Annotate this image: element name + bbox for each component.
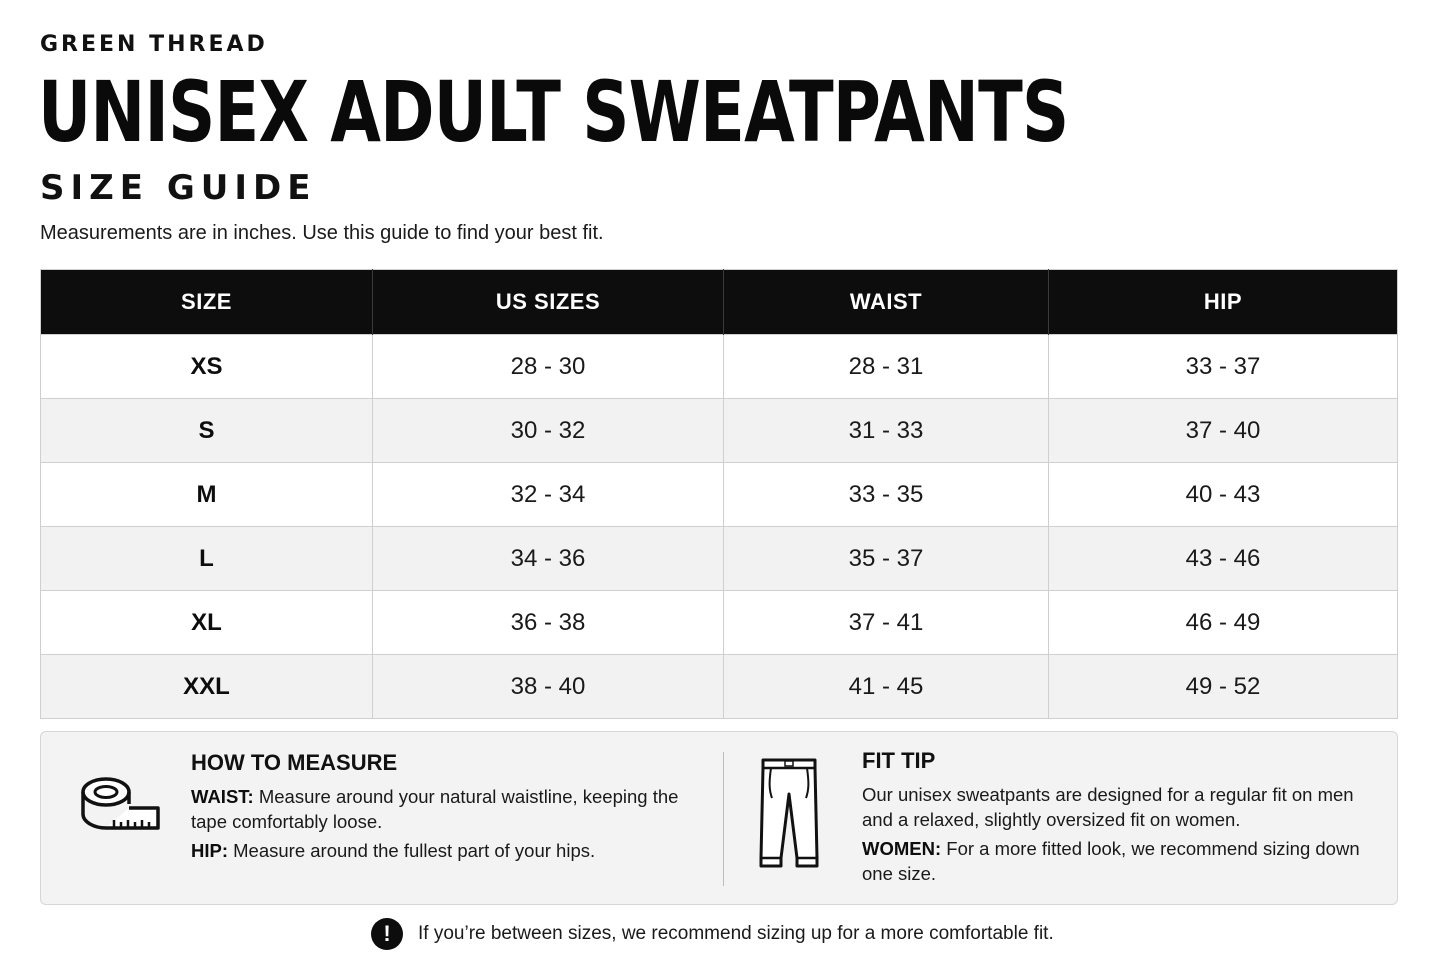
us-size-cell: 34 - 36 — [373, 527, 724, 591]
hip-cell: 33 - 37 — [1049, 335, 1398, 399]
table-row — [41, 335, 1398, 399]
hip-instruction-label: HIP: — [191, 840, 228, 861]
column-header-hip: HIP — [1049, 270, 1398, 335]
column-header-us-sizes: US SIZES — [373, 270, 724, 335]
waist-cell: 41 - 45 — [724, 655, 1049, 719]
women-fit-tip-text: For a more fitted look, we recommend sizing down one size. — [862, 838, 1360, 884]
us-size-cell: 30 - 32 — [373, 399, 724, 463]
waist-cell: 37 - 41 — [724, 591, 1049, 655]
women-fit-tip-label: WOMEN: — [862, 838, 942, 859]
size-cell: S — [41, 399, 373, 463]
waist-cell: 33 - 35 — [724, 463, 1049, 527]
hip-instruction — [191, 838, 691, 863]
intro-text: Measurements are in inches. Use this guide to find your best fit. — [40, 222, 604, 244]
table-row — [41, 527, 1398, 591]
waist-instruction-text: Measure around your natural waistline, keeping the tape comfortably loose. — [191, 786, 679, 832]
waist-cell: 28 - 31 — [724, 335, 1049, 399]
size-table — [40, 269, 1398, 719]
section-divider — [723, 752, 724, 886]
waist-cell: 31 - 33 — [724, 399, 1049, 463]
exclamation-icon: ! — [371, 918, 403, 950]
page-title: UNISEX ADULT SWEATPANTS — [38, 63, 1069, 161]
fit-tip-section — [862, 748, 1362, 890]
table-row — [41, 591, 1398, 655]
size-cell: XS — [41, 335, 373, 399]
how-to-measure-section — [191, 750, 691, 867]
hip-cell: 49 - 52 — [1049, 655, 1398, 719]
fit-tip-heading: FIT TIP — [862, 748, 936, 773]
footer-note — [371, 918, 1054, 950]
table-row — [41, 463, 1398, 527]
table-row — [41, 655, 1398, 719]
size-cell: L — [41, 527, 373, 591]
table-row — [41, 399, 1398, 463]
size-cell: M — [41, 463, 373, 527]
info-panel — [40, 731, 1398, 905]
us-size-cell: 38 - 40 — [373, 655, 724, 719]
brand-name: GREEN THREAD — [40, 32, 268, 57]
waist-instruction-label: WAIST: — [191, 786, 254, 807]
column-header-size: SIZE — [41, 270, 373, 335]
hip-cell: 40 - 43 — [1049, 463, 1398, 527]
column-header-waist: WAIST — [724, 270, 1049, 335]
size-cell: XL — [41, 591, 373, 655]
page-subtitle: SIZE GUIDE — [40, 168, 317, 208]
fit-tip-text: Our unisex sweatpants are designed for a regular fit on men and a relaxed, slightly oversized fit on women. — [862, 784, 1354, 830]
table-header-row — [41, 270, 1398, 335]
footer-note-text: If you’re between sizes, we recommend sizing up for a more comfortable fit. — [418, 923, 1054, 944]
hip-cell: 46 - 49 — [1049, 591, 1398, 655]
sweatpants-icon — [757, 754, 821, 877]
waist-cell: 35 - 37 — [724, 527, 1049, 591]
how-to-measure-heading: HOW TO MEASURE — [191, 750, 398, 775]
us-size-cell: 36 - 38 — [373, 591, 724, 655]
measuring-tape-icon — [81, 774, 161, 843]
us-size-cell: 28 - 30 — [373, 335, 724, 399]
hip-instruction-text: Measure around the fullest part of your hips. — [233, 840, 596, 861]
women-fit-tip — [862, 836, 1362, 886]
hip-cell: 43 - 46 — [1049, 527, 1398, 591]
size-cell: XXL — [41, 655, 373, 719]
us-size-cell: 32 - 34 — [373, 463, 724, 527]
hip-cell: 37 - 40 — [1049, 399, 1398, 463]
waist-instruction — [191, 784, 691, 834]
